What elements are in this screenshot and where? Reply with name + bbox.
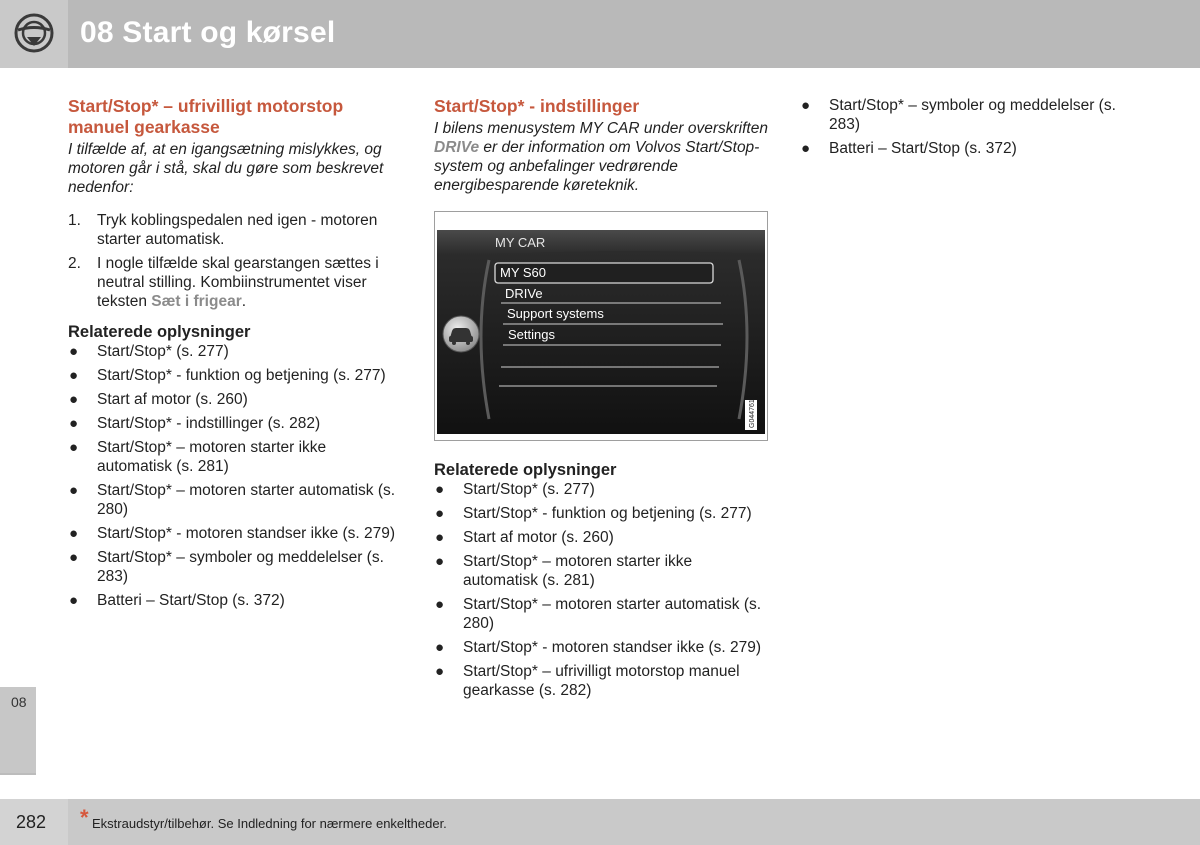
related-link[interactable]: ● Start/Stop* – motoren starter ikke automatisk (s. 281) xyxy=(435,553,693,589)
menu-item-label: Settings xyxy=(508,327,555,342)
chapter-icon-box xyxy=(0,0,68,68)
related-heading: Relaterede oplysninger xyxy=(68,323,251,341)
bullet: ● xyxy=(69,482,79,499)
related-list-continued xyxy=(800,96,1130,158)
chapter-tab-label: 08 xyxy=(11,694,27,710)
section-heading-manual-gearbox: Start/Stop* – ufrivilligt motorstop manuel gearkasse xyxy=(68,96,344,137)
step-item xyxy=(68,211,398,249)
bullet: ● xyxy=(801,97,811,114)
bullet: ● xyxy=(435,505,445,522)
chapter-title: 08 Start og kørsel xyxy=(80,16,336,49)
bullet: ● xyxy=(69,439,79,456)
page-number: 282 xyxy=(16,812,47,832)
related-list xyxy=(68,342,398,610)
related-link[interactable]: ● Start/Stop* (s. 277) xyxy=(435,481,595,498)
menu-item-label: DRIVe xyxy=(505,286,543,301)
step-text-end: . xyxy=(241,293,247,310)
bullet: ● xyxy=(435,596,445,613)
side-tab-divider xyxy=(0,773,36,775)
car-menu-screenshot xyxy=(434,211,768,441)
menu-highlight: DRIVe xyxy=(434,139,480,156)
intro-text: I tilfælde af, at en igangsætning mislykkes, og motoren går i stå, skal du gøre som beskrevet nedenfor: xyxy=(68,141,384,196)
image-code: G044761 xyxy=(749,399,756,428)
display-message: Sæt i frigear xyxy=(151,293,242,310)
related-link[interactable]: ● Start/Stop* - motoren standser ikke (s. 279) xyxy=(69,525,396,542)
related-link[interactable]: ● Start/Stop* – symboler og meddelelser (s. 283) xyxy=(69,549,384,585)
chapter-side-tab xyxy=(0,687,36,773)
related-link[interactable]: ● Start/Stop* - funktion og betjening (s. 277) xyxy=(69,367,386,384)
bullet: ● xyxy=(435,639,445,656)
related-list xyxy=(434,480,770,700)
step-item xyxy=(68,254,398,311)
steps-list xyxy=(68,211,398,311)
page-number-box xyxy=(0,799,68,845)
menu-item-label: Support systems xyxy=(507,306,604,321)
related-link[interactable]: ● Start/Stop* – motoren starter automatisk (s. 280) xyxy=(435,596,762,632)
bullet: ● xyxy=(69,415,79,432)
bullet: ● xyxy=(69,343,79,360)
screen-title: MY CAR xyxy=(495,235,546,250)
steering-wheel-icon xyxy=(14,13,54,53)
related-link[interactable]: ● Start/Stop* - motoren standser ikke (s. 279) xyxy=(435,639,762,656)
related-link[interactable]: ● Start/Stop* (s. 277) xyxy=(69,343,229,360)
bullet: ● xyxy=(69,525,79,542)
footnote-bar xyxy=(68,799,1200,845)
related-link[interactable]: ● Start/Stop* - funktion og betjening (s. 277) xyxy=(435,505,752,522)
related-link[interactable]: ● Batteri – Start/Stop (s. 372) xyxy=(801,140,1017,157)
menu-display xyxy=(437,214,765,438)
column-1 xyxy=(68,96,398,615)
bullet: ● xyxy=(69,592,79,609)
bullet: ● xyxy=(435,553,445,570)
related-link[interactable]: ● Start/Stop* – motoren starter automatisk (s. 280) xyxy=(69,482,396,518)
step-number: 1. xyxy=(68,212,81,229)
bullet: ● xyxy=(435,529,445,546)
related-link[interactable]: ● Batteri – Start/Stop (s. 372) xyxy=(69,592,285,609)
bullet: ● xyxy=(69,549,79,566)
intro-text: I bilens menusystem MY CAR under overskriften DRIVe er der information om Volvos Start/Stop-system og anbefalinger vedrørende energibesparende køreteknik. xyxy=(434,120,768,194)
step-text: Tryk koblingspedalen ned igen - motoren starter automatisk. xyxy=(97,212,378,248)
bullet: ● xyxy=(69,367,79,384)
step-number: 2. xyxy=(68,255,81,272)
page-footer xyxy=(0,799,1200,845)
bullet: ● xyxy=(801,140,811,157)
footnote-text: Ekstraudstyr/tilbehør. Se Indledning for nærmere enkeltheder. xyxy=(92,816,447,831)
related-link[interactable]: ● Start/Stop* – symboler og meddelelser (s. 283) xyxy=(801,97,1116,133)
step-text: I nogle tilfælde skal gearstangen sættes i neutral stilling. Kombiinstrumentet viser teksten xyxy=(97,255,379,310)
bullet: ● xyxy=(435,481,445,498)
column-2 xyxy=(434,96,770,705)
related-heading: Relaterede oplysninger xyxy=(434,461,617,479)
footnote-star: * xyxy=(80,805,89,830)
menu-item-label: MY S60 xyxy=(500,265,547,280)
bullet: ● xyxy=(69,391,79,408)
related-link[interactable]: ● Start/Stop* – ufrivilligt motorstop manuel gearkasse (s. 282) xyxy=(435,663,740,699)
column-3 xyxy=(800,96,1130,163)
page-header xyxy=(0,0,1200,68)
related-link[interactable]: ● Start/Stop* - indstillinger (s. 282) xyxy=(69,415,321,432)
related-link[interactable]: ● Start af motor (s. 260) xyxy=(435,529,614,546)
section-heading-settings: Start/Stop* - indstillinger xyxy=(434,96,640,116)
related-link[interactable]: ● Start af motor (s. 260) xyxy=(69,391,248,408)
bullet: ● xyxy=(435,663,445,680)
related-link[interactable]: ● Start/Stop* – motoren starter ikke automatisk (s. 281) xyxy=(69,439,327,475)
